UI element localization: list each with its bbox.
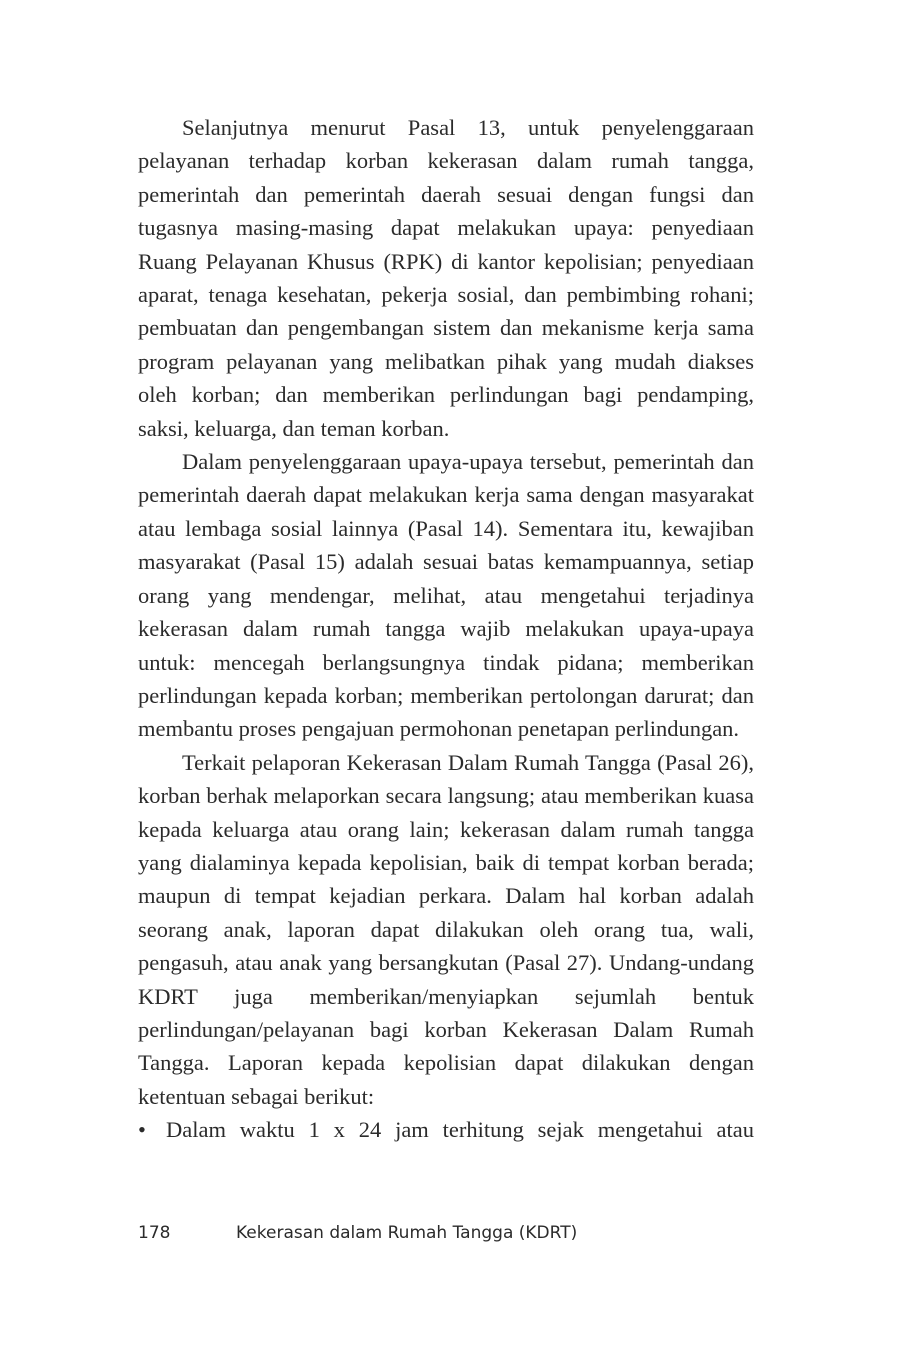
running-title: Kekerasan dalam Rumah Tangga (KDRT) (236, 1223, 578, 1243)
list-item (138, 1113, 754, 1146)
body-text (138, 111, 754, 1147)
paragraph: Dalam penyelenggaraan upaya-upaya tersebut, pemerintah dan pemerintah daerah dapat melakukan kerja sama dengan masyarakat atau lembaga sosial lainnya (Pasal 14). Sementara itu, kewajiban masyarakat (Pasal 15) adalah sesuai batas kemampuannya, setiap orang yang mendengar, melihat, atau mengetahui terjadinya kekerasan dalam rumah tangga wajib melakukan upaya-upaya untuk: mencegah berlangsungnya tindak pidana; memberikan perlindungan kepada korban; memberikan pertolongan darurat; dan membantu proses pengajuan permohonan penetapan perlindungan. (138, 449, 754, 742)
paragraph: Terkait pelaporan Kekerasan Dalam Rumah Tangga (Pasal 26), korban berhak melaporkan secara langsung; atau memberikan kuasa kepada keluarga atau orang lain; kekerasan dalam rumah tangga yang dialaminya kepada kepolisian, baik di tempat korban berada; maupun di tempat kejadian perkara. Dalam hal korban adalah seorang anak, laporan dapat dilakukan oleh orang tua, wali, pengasuh, atau anak yang bersangkutan (Pasal 27). Undang-undang KDRT juga memberikan/menyiapkan sejumlah bentuk perlindungan/pelayanan bagi korban Kekerasan Dalam Rumah Tangga. Laporan kepada kepolisian dapat dilakukan dengan ketentuan sebagai berikut: (138, 749, 754, 1109)
list-item-text: Dalam waktu 1 x 24 jam terhitung sejak mengetahui atau (166, 1117, 754, 1143)
paragraph: Selanjutnya menurut Pasal 13, untuk penyelenggaraan pelayanan terhadap korban kekerasan dalam rumah tangga, pemerintah dan pemerintah daerah sesuai dengan fungsi dan tugasnya masing-masing dapat melakukan upaya: penyediaan Ruang Pelayanan Khusus (RPK) di kantor kepolisian; penyediaan aparat, tenaga kesehatan, pekerja sosial, dan pembimbing rohani; pembuatan dan pengembangan sistem dan mekanisme kerja sama program pelayanan yang melibatkan pihak yang mudah diakses oleh korban; dan memberikan perlindungan bagi pendamping, saksi, keluarga, dan teman korban. (138, 115, 754, 441)
bullet-icon: • (138, 1117, 146, 1143)
page-number: 178 (138, 1223, 171, 1243)
bullet-list (138, 1113, 754, 1146)
